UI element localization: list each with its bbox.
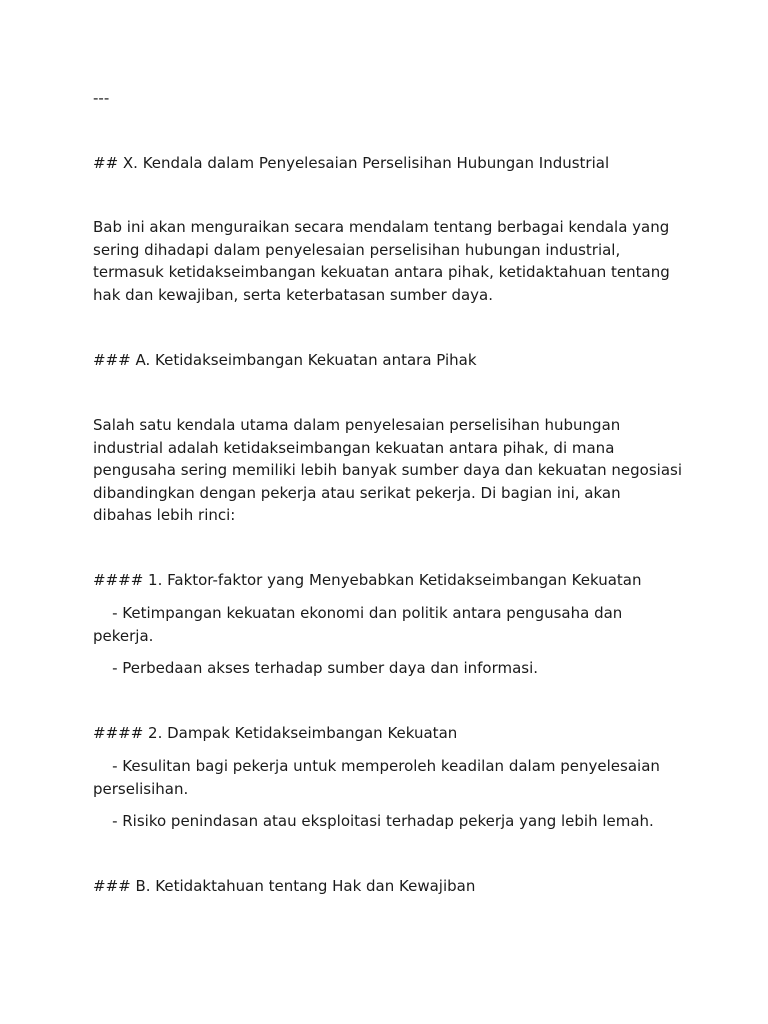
heading-section-b: ### B. Ketidaktahuan tentang Hak dan Kewajiban [93,877,476,895]
separator: --- [93,89,110,107]
paragraph-section-a: Salah satu kendala utama dalam penyelesaian perselisihan hubungan industrial adalah ketidakseimbangan kekuatan antara pihak, di mana pengusaha sering memiliki lebih banyak sumber daya dan kekuatan negosiasi dibandingkan dengan pekerja atau serikat pekerja. Di bagian ini, akan dibahas lebih rinci: [93,416,683,524]
bullet-a1-1: - Ketimpangan kekuatan ekonomi dan politik antara pengusaha dan pekerja. [93,604,628,645]
intro-paragraph: Bab ini akan menguraikan secara mendalam tentang berbagai kendala yang sering dihadapi dalam penyelesaian perselisihan hubungan industrial, termasuk ketidakseimbangan kekuatan antara pihak, ketidaktahuan tentang hak dan kewajiban, serta keterbatasan sumber daya. [93,218,670,304]
bullet-a2-1: - Kesulitan bagi pekerja untuk memperoleh keadilan dalam penyelesaian perselisihan. [93,757,665,798]
heading-subsection-a2: #### 2. Dampak Ketidakseimbangan Kekuatan [93,724,458,742]
bullet-a2-2: - Risiko penindasan atau eksploitasi terhadap pekerja yang lebih lemah. [93,812,654,830]
heading-section-x: ## X. Kendala dalam Penyelesaian Perselisihan Hubungan Industrial [93,154,610,172]
heading-subsection-a1: #### 1. Faktor-faktor yang Menyebabkan Ketidakseimbangan Kekuatan [93,571,642,589]
heading-section-a: ### A. Ketidakseimbangan Kekuatan antara Pihak [93,351,477,369]
bullet-a1-2: - Perbedaan akses terhadap sumber daya dan informasi. [93,659,539,677]
